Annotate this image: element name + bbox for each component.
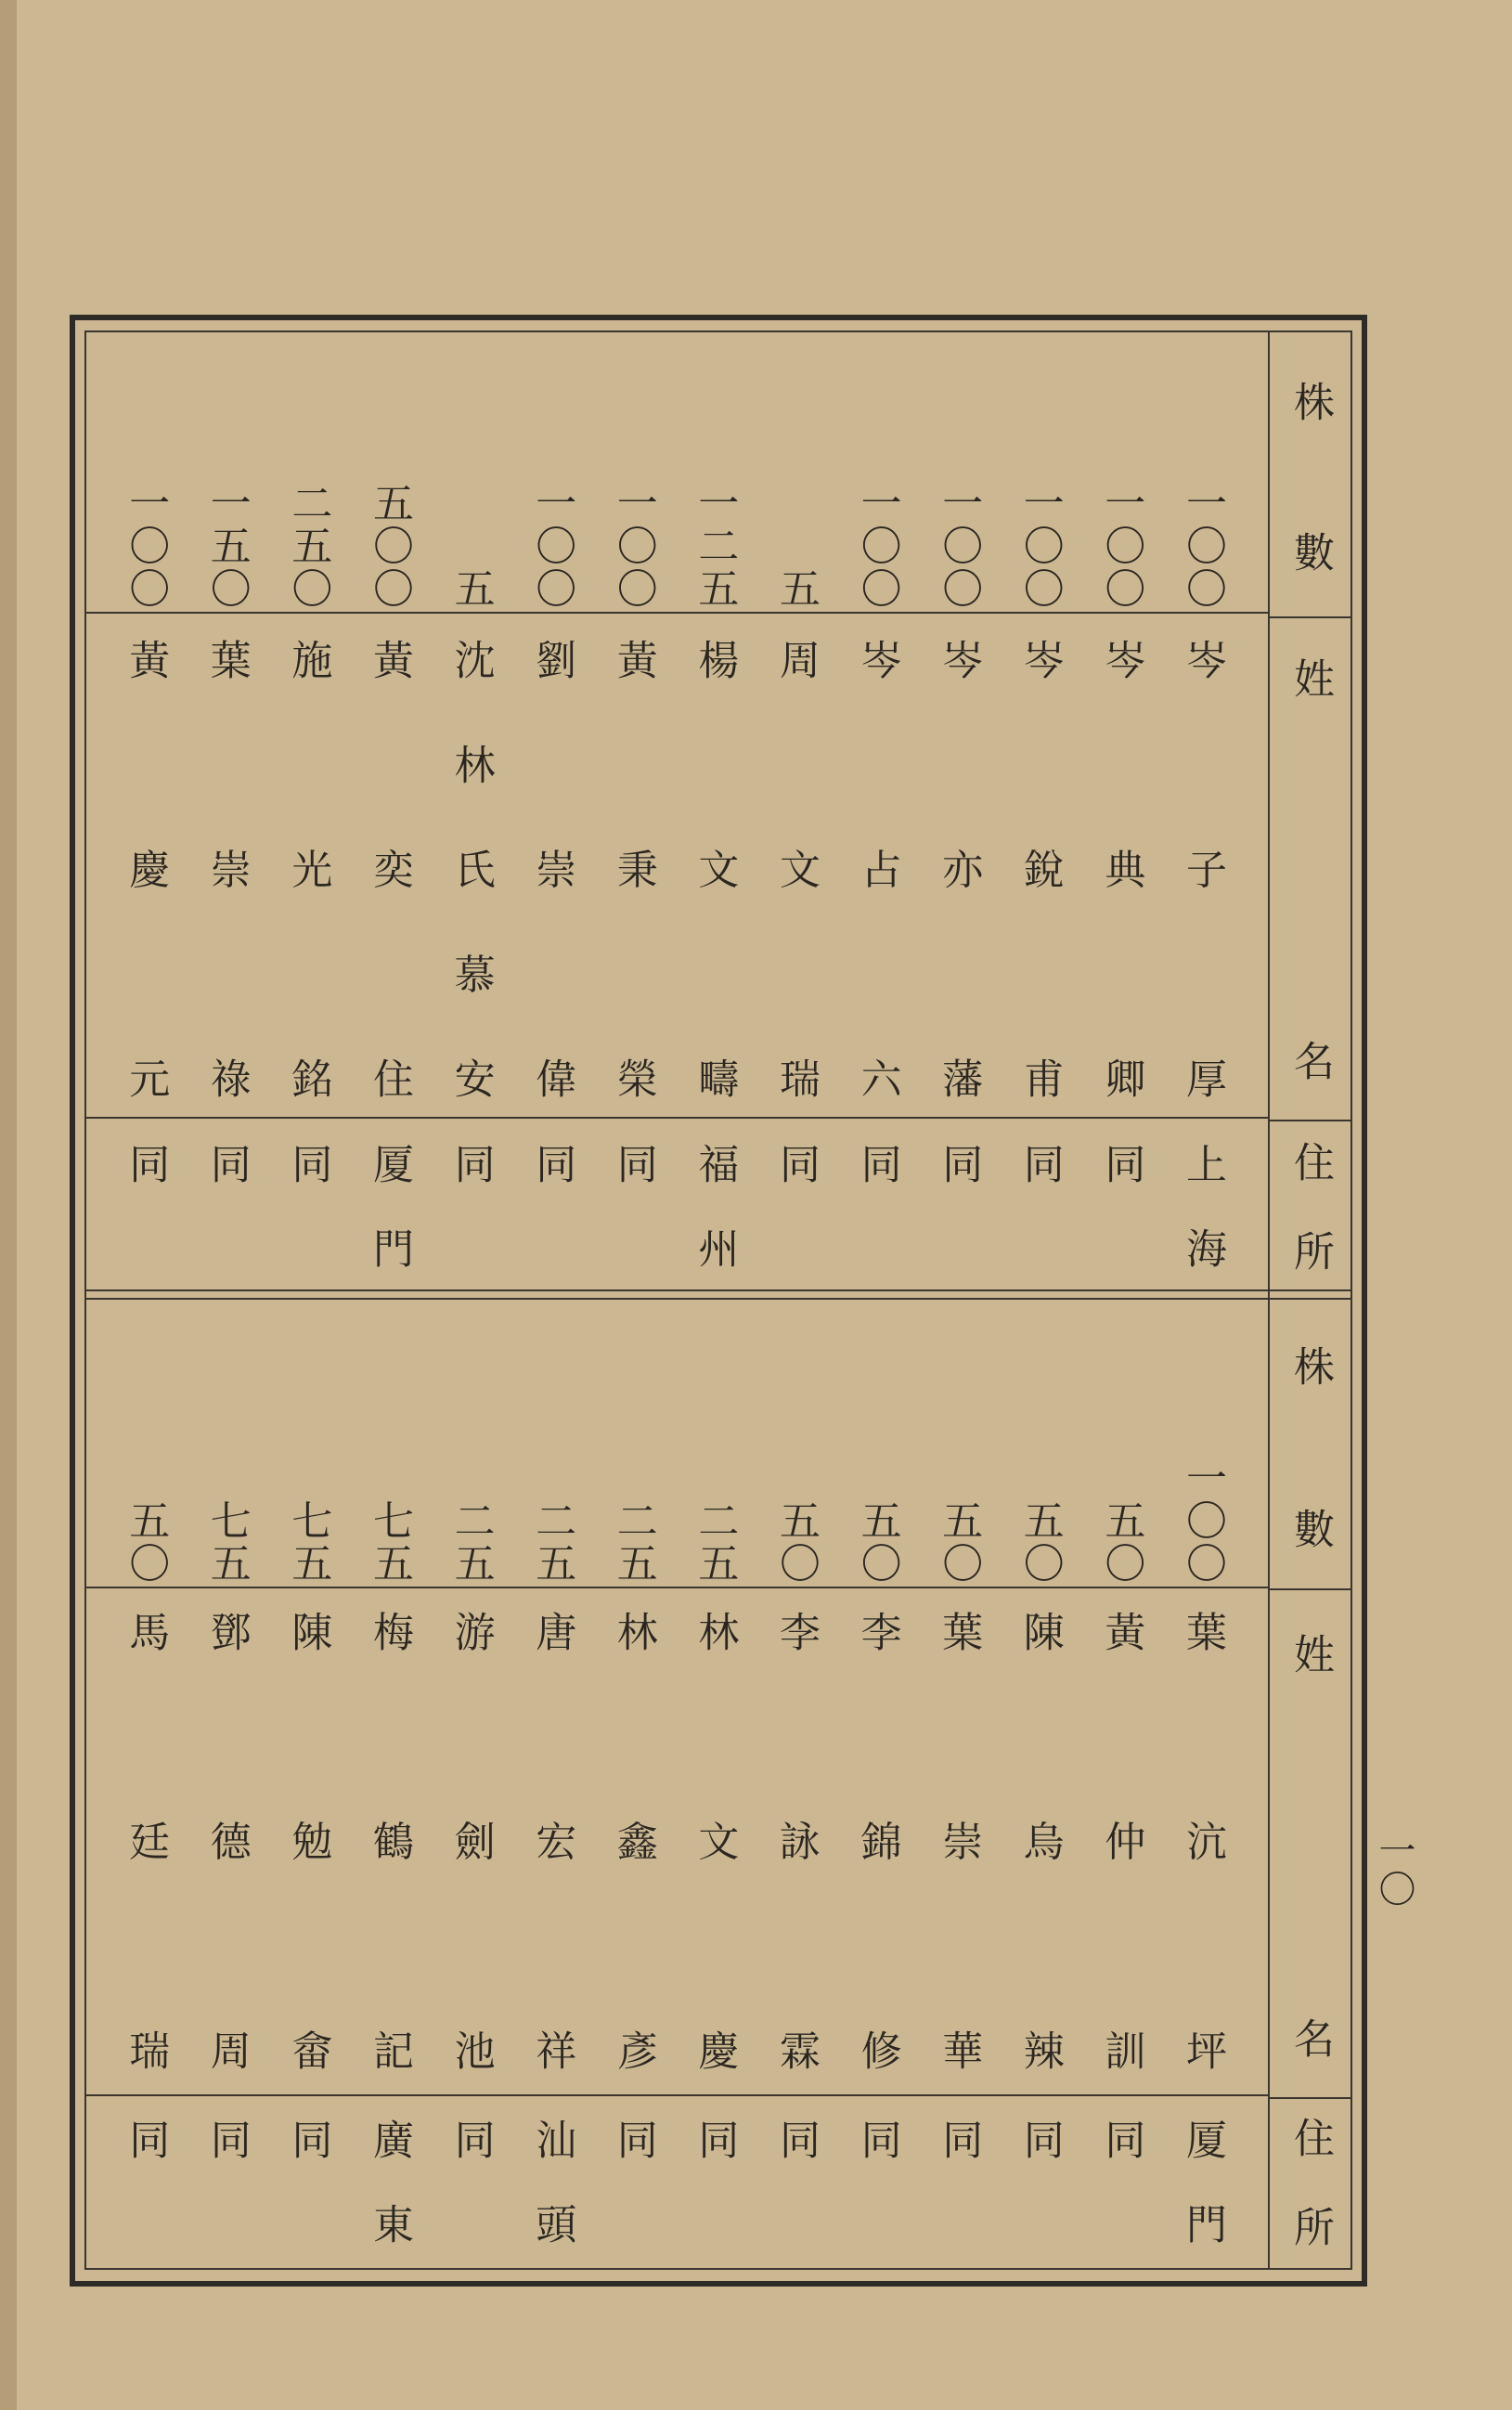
- shareholder-name: 楊文疇: [691, 639, 739, 1098]
- header-rule: [1270, 1588, 1351, 1590]
- header-name: 姓名: [1286, 657, 1334, 1081]
- share-count: 一〇〇: [122, 482, 170, 610]
- shareholder-address: 同: [528, 1143, 576, 1227]
- shareholder-address: 同: [1015, 1143, 1064, 1227]
- shareholder-name: 黃奕住: [366, 639, 413, 1098]
- page-number: 一〇: [1373, 1831, 1415, 1909]
- share-count: 五〇: [772, 1499, 820, 1585]
- shareholder-name: 游劍池: [446, 1611, 495, 2070]
- shareholder-name: 黃慶元: [122, 639, 170, 1098]
- shareholder-name: 林文慶: [691, 1611, 739, 2070]
- share-count: 一〇〇: [1015, 482, 1064, 610]
- rule-name-address-2: [86, 2094, 1268, 2096]
- shareholder-name: 劉崇偉: [528, 639, 576, 1098]
- shareholder-address: 同: [935, 2118, 983, 2203]
- share-count: 二五〇: [284, 482, 332, 610]
- shareholder-address: 汕頭: [528, 2118, 576, 2287]
- share-count: 一〇〇: [853, 482, 901, 610]
- share-count: 一〇〇: [935, 482, 983, 610]
- share-count: 二五: [528, 1499, 576, 1585]
- shareholder-name: 周文瑞: [772, 639, 820, 1098]
- shareholder-address: 同: [284, 2118, 332, 2203]
- share-count: 一二五: [691, 482, 739, 610]
- share-count: 二五: [446, 1499, 495, 1585]
- shareholder-address: 同: [1015, 2118, 1064, 2203]
- header-address: 住所: [1286, 2117, 1334, 2247]
- share-count: 七五: [202, 1499, 251, 1585]
- rule-shares-name-1: [86, 612, 1268, 614]
- shareholder-name: 岑子厚: [1179, 639, 1226, 1098]
- page-edge: [0, 0, 17, 2410]
- shareholder-name: 李錦修: [853, 1611, 901, 2070]
- shareholder-address: 厦門: [1179, 2118, 1226, 2287]
- share-count: 五〇〇: [366, 482, 413, 610]
- shareholder-address: 同: [284, 1143, 332, 1227]
- shareholder-name: 岑占六: [853, 639, 901, 1098]
- shareholder-address: 同: [122, 2118, 170, 2203]
- shareholder-address: 同: [202, 2118, 251, 2203]
- shareholder-address: 上海: [1179, 1143, 1226, 1312]
- share-count: 五: [446, 567, 495, 610]
- shareholder-name: 岑典卿: [1097, 639, 1145, 1098]
- shareholder-address: 同: [609, 1143, 657, 1227]
- shareholder-name: 林鑫彥: [609, 1611, 657, 2070]
- shareholder-address: 廣東: [366, 2118, 413, 2287]
- header-rule: [1270, 2097, 1351, 2099]
- shareholder-name: 施光銘: [284, 639, 332, 1098]
- share-count: 一五〇: [202, 482, 251, 610]
- share-count: 一〇〇: [1179, 1457, 1226, 1585]
- shareholder-name: 陳烏辣: [1015, 1611, 1064, 2070]
- shareholder-name: 岑銳甫: [1015, 639, 1064, 1098]
- share-count: 一〇〇: [1179, 482, 1226, 610]
- shareholder-name: 葉崇祿: [202, 639, 251, 1098]
- shareholder-name: 李詠霖: [772, 1611, 820, 2070]
- share-count: 一〇〇: [528, 482, 576, 610]
- share-count: 二五: [691, 1499, 739, 1585]
- shareholder-address: 同: [935, 1143, 983, 1227]
- shareholder-address: 厦門: [366, 1143, 413, 1312]
- share-count: 二五: [609, 1499, 657, 1585]
- shareholder-name: 葉沆坪: [1179, 1611, 1226, 2070]
- shareholder-address: 同: [853, 1143, 901, 1227]
- share-count: 七五: [366, 1499, 413, 1585]
- shareholder-name: 黃仲訓: [1097, 1611, 1145, 2070]
- rule-shares-name-2: [86, 1587, 1268, 1588]
- shareholder-address: 福州: [691, 1143, 739, 1312]
- shareholder-name: 沈林氏慕安: [446, 639, 495, 1098]
- shareholder-address: 同: [853, 2118, 901, 2203]
- shareholder-address: 同: [122, 1143, 170, 1227]
- shareholder-address: 同: [446, 1143, 495, 1227]
- share-count: 七五: [284, 1499, 332, 1585]
- share-count: 五〇: [935, 1499, 983, 1585]
- shareholder-name: 葉崇華: [935, 1611, 983, 2070]
- shareholder-address: 同: [202, 1143, 251, 1227]
- rule-name-address-1: [86, 1117, 1268, 1119]
- share-count: 一〇〇: [609, 482, 657, 610]
- shareholder-name: 唐宏祥: [528, 1611, 576, 2070]
- shareholder-address: 同: [446, 2118, 495, 2203]
- shareholder-address: 同: [772, 2118, 820, 2203]
- header-rule: [1270, 616, 1351, 618]
- shareholder-address: 同: [1097, 2118, 1145, 2203]
- shareholder-address: 同: [772, 1143, 820, 1227]
- shareholder-address: 同: [1097, 1143, 1145, 1227]
- shareholder-name: 黃秉榮: [609, 639, 657, 1098]
- shareholder-address: 同: [609, 2118, 657, 2203]
- shareholder-name: 岑亦藩: [935, 639, 983, 1098]
- share-count: 五〇: [122, 1499, 170, 1585]
- shareholder-name: 鄧德周: [202, 1611, 251, 2070]
- header-shares: 株數: [1286, 381, 1334, 572]
- share-count: 五: [772, 567, 820, 610]
- header-rule: [1270, 1120, 1351, 1121]
- share-count: 五〇: [853, 1499, 901, 1585]
- shareholder-name: 梅鶴記: [366, 1611, 413, 2070]
- shareholder-name: 馬廷瑞: [122, 1611, 170, 2070]
- shareholder-name: 陳勉畲: [284, 1611, 332, 2070]
- share-count: 五〇: [1015, 1499, 1064, 1585]
- header-address: 住所: [1286, 1141, 1334, 1271]
- share-count: 一〇〇: [1097, 482, 1145, 610]
- header-shares: 株數: [1286, 1345, 1334, 1548]
- shareholder-address: 同: [691, 2118, 739, 2203]
- header-name: 姓名: [1286, 1633, 1334, 2058]
- share-count: 五〇: [1097, 1499, 1145, 1585]
